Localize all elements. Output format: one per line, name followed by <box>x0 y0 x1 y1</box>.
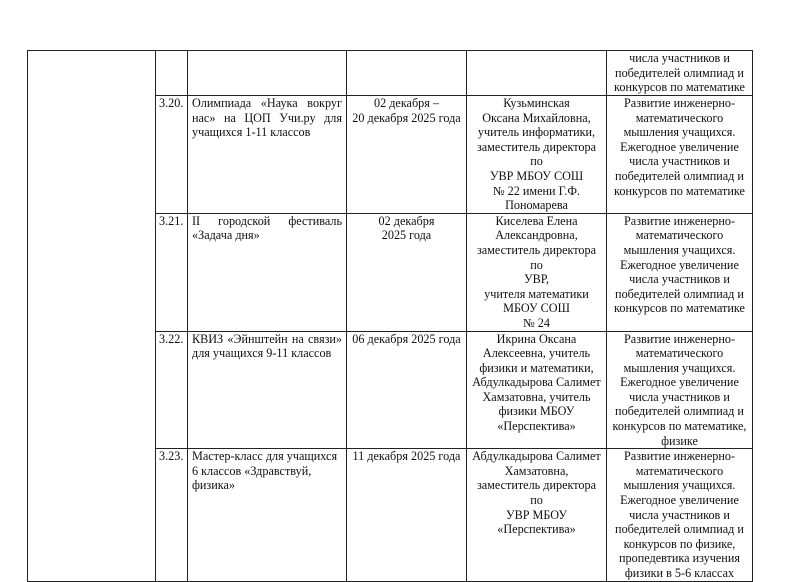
number-cell: 3.23. <box>156 449 188 581</box>
event-cell: II городской фестиваль «Задача дня» <box>188 213 347 331</box>
date-cell: 06 декабря 2025 года <box>347 331 467 449</box>
result-cell: числа участников и победителей олимпиад и конкурсов по математике <box>607 51 753 96</box>
responsible-cell <box>467 51 607 96</box>
result-cell: Развитие инженерно- математического мышления учащихся. Ежегодное увеличение числа участников и победителей олимпиад и конкурсов по математике <box>607 96 753 214</box>
number-cell: 3.22. <box>156 331 188 449</box>
event-cell: КВИЗ «Эйнштейн на связи» для учащихся 9-11 классов <box>188 331 347 449</box>
table-row <box>28 51 753 96</box>
number-cell <box>156 51 188 96</box>
responsible-cell: Киселева Елена Александровна, заместитель директора по УВР, учителя математики МБОУ СОШ № 24 <box>467 213 607 331</box>
date-cell: 11 декабря 2025 года <box>347 449 467 581</box>
date-cell: 02 декабря – 20 декабря 2025 года <box>347 96 467 214</box>
number-cell: 3.20. <box>156 96 188 214</box>
events-table <box>27 50 753 582</box>
result-cell: Развитие инженерно- математического мышления учащихся. Ежегодное увеличение числа участников и победителей олимпиад и конкурсов по математике, физике <box>607 331 753 449</box>
responsible-cell: Кузьминская Оксана Михайловна, учитель информатики, заместитель директора по УВР МБОУ СОШ № 22 имени Г.Ф. Пономарева <box>467 96 607 214</box>
event-cell <box>188 51 347 96</box>
event-cell: Олимпиада «Наука вокруг нас» на ЦОП Учи.ру для учащихся 1-11 классов <box>188 96 347 214</box>
result-cell: Развитие инженерно- математического мышления учащихся. Ежегодное увеличение числа участников и победителей олимпиад и конкурсов по математике <box>607 213 753 331</box>
responsible-cell: Икрина Оксана Алексеевна, учитель физики и математики, Абдулкадырова Салимет Хамзатовна, учитель физики МБОУ «Перспектива» <box>467 331 607 449</box>
date-cell <box>347 51 467 96</box>
section-cell <box>28 51 156 582</box>
event-cell: Мастер-класс для учащихся 6 классов «Здравствуй, физика» <box>188 449 347 581</box>
responsible-cell: Абдулкадырова Салимет Хамзатовна, заместитель директора по УВР МБОУ «Перспектива» <box>467 449 607 581</box>
date-cell: 02 декабря 2025 года <box>347 213 467 331</box>
result-cell: Развитие инженерно- математического мышления учащихся. Ежегодное увеличение числа участников и победителей олимпиад и конкурсов по физике, пропедевтика изучения физики в 5-6 классах <box>607 449 753 581</box>
number-cell: 3.21. <box>156 213 188 331</box>
